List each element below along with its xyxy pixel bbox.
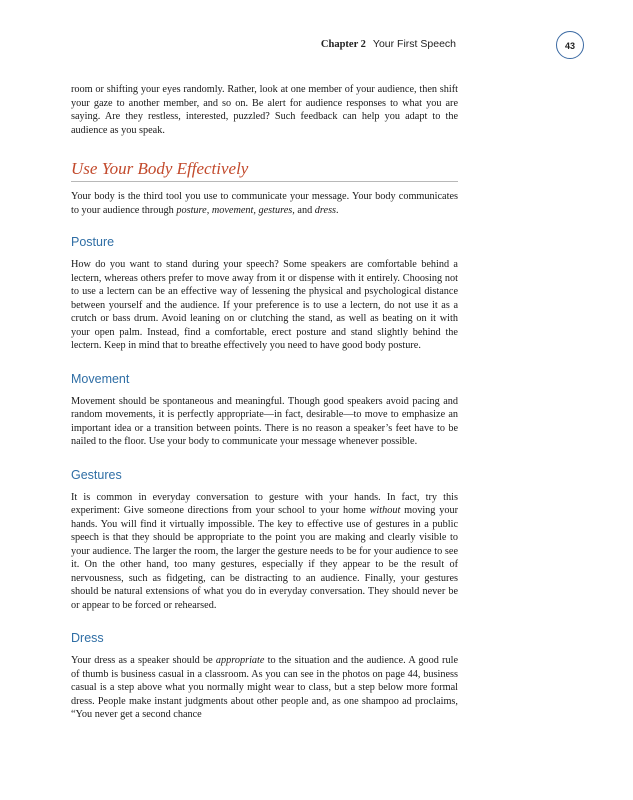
section-intro-paragraph — [71, 190, 458, 217]
dress-paragraph — [71, 654, 458, 722]
running-head — [321, 38, 456, 50]
section-intro-end: . — [336, 204, 339, 216]
dress-emphasis: appropriate — [215, 655, 265, 666]
posture-paragraph: How do you want to stand during your speech? Some speakers are comfortable behind a lectern, whereas others prefer to move away from it or dispense with it entirely. Choosing not to use a lectern can be an effective way of lessening the physical and psychological distance between yourself and the audience. If your preference is to use a lectern, do not use it as a crutch or bass drum. Avoid leaning on or clutching the stand, as well as beating on it with your open palm. Instead, find a comfortable, erect posture and stand slightly behind the lectern. Keep in mind that to breathe effectively you need to have good body posture. — [71, 259, 458, 351]
section-intro-text: Your body is the third tool you use to communicate your message. Your body communicates to your audience through — [71, 191, 458, 216]
movement-heading: Movement — [71, 371, 130, 386]
gestures-text-a: It is common in everyday conversation to gesture with your hands. In fact, try this experiment: Give someone directions from your school to your home — [71, 491, 458, 516]
body-text — [71, 83, 458, 722]
intro-paragraph: room or shifting your eyes randomly. Rather, look at one member of your audience, then shift your gaze to another member, and so on. Be alert for audience responses to what you are saying. Are they restless, interested, puzzled? Such feedback can help you adapt to the audience as you speak. — [71, 84, 458, 136]
section-heading: Use Your Body Effectively — [71, 159, 458, 182]
page-number: 43 — [556, 31, 584, 59]
gestures-paragraph — [71, 491, 458, 613]
dress-heading: Dress — [71, 631, 104, 645]
movement-paragraph: Movement should be spontaneous and meaningful. Though good speakers avoid pacing and random movements, it is perfectly appropriate—in fact, desirable—to move to emphasize an important idea or a transition between points. There is no reason a speaker’s feet have to be nailed to the floor. Use your body to communicate your message whenever possible. — [71, 395, 458, 447]
section-intro-last-term: dress — [314, 204, 337, 216]
chapter-label: Chapter 2 — [320, 39, 366, 50]
section-intro-and: and — [294, 204, 315, 216]
dress-text-a: Your dress as a speaker should be — [71, 655, 216, 666]
gestures-emphasis: without — [369, 505, 401, 516]
section-intro-terms: posture, movement, gestures, — [176, 204, 295, 216]
dress-text-b: to the situation and the audience. A good rule of thumb is business casual in a classroom. As you can see in the photos on page 44, business casual is a step above what you normally might wear to class, but a step below more formal dress. People make instant judgments about other people and, as one shampoo ad proclaims, “You never get a second chance — [71, 655, 458, 720]
gestures-heading: Gestures — [71, 467, 122, 482]
gestures-text-b: moving your hands. You will find it virtually impossible. The key to effective use of gestures in a public speech is that they should be appropriate to the point you are making and clearly visible to your audience. The larger the room, the larger the gesture needs to be for your audience to see it. On the other hand, too many gestures, especially if they appear to be the result of nervousness, such as fidgeting, can be distracting to an audience. Finally, your gestures should be natural extensions of what you do in everyday conversation. They should never be or appear to be forced or rehearsed. — [71, 505, 458, 611]
chapter-title: Your First Speech — [372, 38, 456, 50]
posture-heading: Posture — [71, 235, 115, 249]
